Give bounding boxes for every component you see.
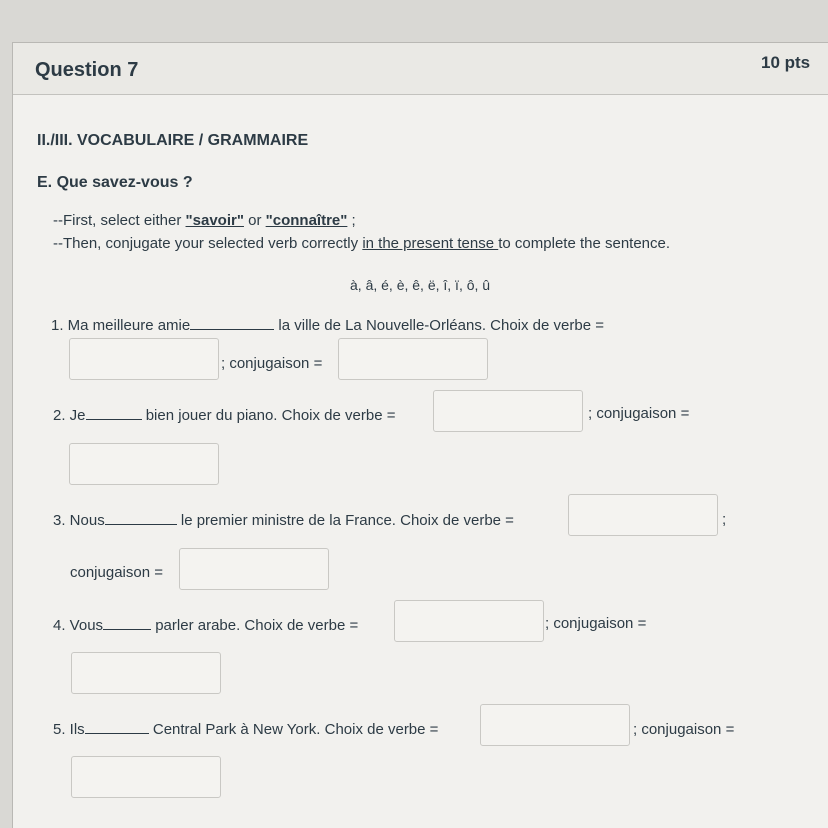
savoir-option: "savoir" (185, 212, 244, 229)
subsection-heading: E. Que savez-vous ? (37, 174, 193, 191)
answer-blank (85, 733, 149, 734)
item-subject: 5. Ils (53, 721, 85, 738)
question-body (13, 43, 828, 828)
item-1-sentence (51, 317, 604, 334)
connaitre-option: "connaître" (265, 212, 348, 229)
answer-blank (103, 629, 151, 630)
item-4-conjugation-label: ; conjugaison = (545, 615, 647, 632)
instruction-line-2 (53, 235, 670, 252)
item-4-verb-choice-input[interactable] (394, 600, 544, 642)
item-2-verb-choice-input[interactable] (433, 390, 583, 432)
item-2-conjugation-label: ; conjugaison = (588, 405, 690, 422)
item-1-conjugation-input[interactable] (338, 338, 488, 380)
item-5-conjugation-label: ; conjugaison = (633, 721, 735, 738)
item-2-sentence (53, 407, 395, 424)
instruction-text: --First, select either (53, 212, 186, 229)
item-3-conjugation-input[interactable] (179, 548, 329, 590)
item-3-verb-choice-input[interactable] (568, 494, 718, 536)
item-3-sentence (53, 512, 514, 529)
item-3-semicolon: ; (722, 511, 727, 528)
item-text: parler arabe. Choix de verbe = (155, 617, 359, 634)
item-5-verb-choice-input[interactable] (480, 704, 630, 746)
instruction-line-1 (53, 212, 356, 229)
instruction-text: to complete the sentence. (498, 235, 671, 252)
item-text: la ville de La Nouvelle-Orléans. Choix de verbe = (278, 317, 604, 334)
item-text: bien jouer du piano. Choix de verbe = (145, 407, 396, 424)
answer-blank (190, 329, 274, 330)
instruction-text: ; (347, 212, 356, 229)
item-1-conjugation-label: ; conjugaison = (221, 355, 323, 372)
item-text: Central Park à New York. Choix de verbe = (152, 721, 439, 738)
item-2-conjugation-input[interactable] (69, 443, 219, 485)
question-points: 10 pts (761, 53, 811, 72)
answer-blank (105, 524, 177, 525)
item-1-verb-choice-input[interactable] (69, 338, 219, 380)
item-subject: 1. Ma meilleure amie (51, 317, 191, 334)
instruction-text: --Then, conjugate your selected verb correctly (53, 235, 363, 252)
item-5-conjugation-input[interactable] (71, 756, 221, 798)
question-title: Question 7 (35, 59, 139, 81)
item-5-sentence (53, 721, 438, 738)
question-card (12, 42, 828, 828)
present-tense-emphasis: in the present tense (362, 235, 499, 252)
item-subject: 3. Nous (53, 512, 105, 529)
answer-blank (86, 419, 142, 420)
item-subject: 4. Vous (53, 617, 104, 634)
item-4-conjugation-input[interactable] (71, 652, 221, 694)
section-heading: II./III. VOCABULAIRE / GRAMMAIRE (37, 132, 309, 149)
item-3-conjugation-label: conjugaison = (70, 564, 163, 581)
item-subject: 2. Je (53, 407, 86, 424)
item-4-sentence (53, 617, 358, 634)
item-text: le premier ministre de la France. Choix de verbe = (180, 512, 514, 529)
instruction-text: or (243, 212, 266, 229)
accent-characters: à, â, é, è, ê, ë, î, ï, ô, û (350, 277, 491, 293)
